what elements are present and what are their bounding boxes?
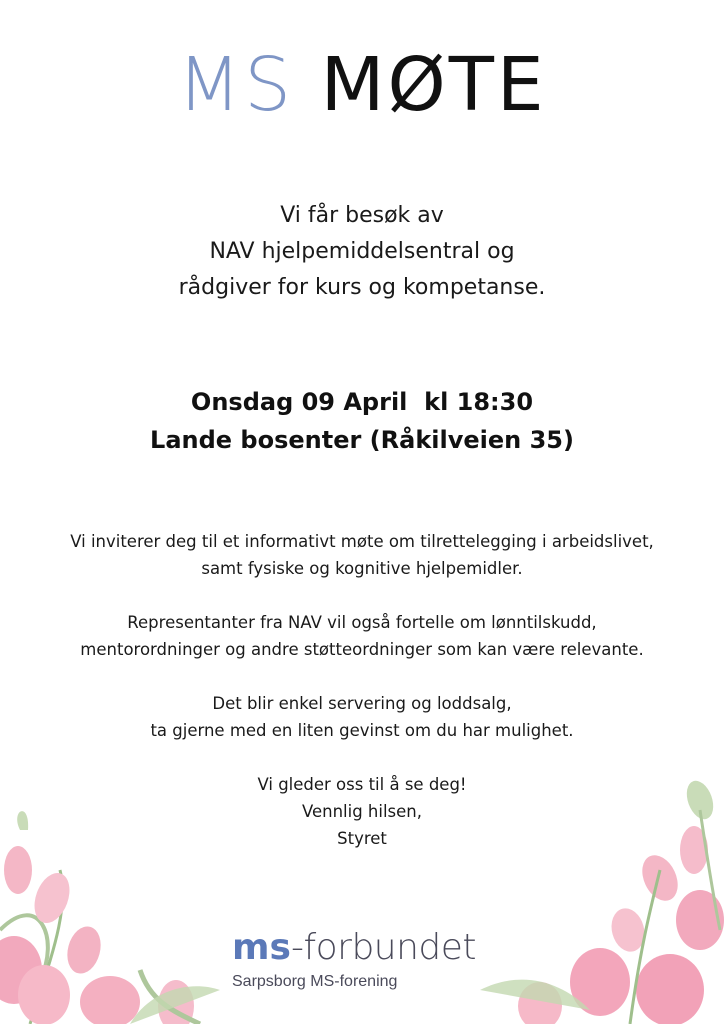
paragraph-line: Representanter fra NAV vil også fortelle om lønntilskudd, xyxy=(127,613,597,632)
ms-forbundet-logo xyxy=(232,928,476,992)
paragraph-line: Vi inviterer deg til et informativt møte om tilrettelegging i arbeidslivet, xyxy=(70,532,654,551)
event-details xyxy=(0,383,724,459)
title-mote: MØTE xyxy=(320,42,547,128)
paragraph-line: ta gjerne med en liten gevinst om du har mulighet. xyxy=(150,721,574,740)
paragraph-line: Det blir enkel servering og loddsalg, xyxy=(212,694,512,713)
paragraph-line: Vennlig hilsen, xyxy=(301,802,423,821)
logo-ms: ms xyxy=(232,927,291,968)
intro-line: rådgiver for kurs og kompetanse. xyxy=(178,275,546,300)
title-ms: MS xyxy=(177,42,295,128)
paragraph-invitation xyxy=(0,528,724,582)
intro-text xyxy=(0,198,724,306)
logo-forbundet: -forbundet xyxy=(290,927,477,968)
paragraph-servering xyxy=(0,690,724,744)
event-date-time: Onsdag 09 April kl 18:30 xyxy=(190,388,534,416)
event-location: Lande bosenter (Råkilveien 35) xyxy=(150,426,574,454)
paragraph-nav xyxy=(0,609,724,663)
signature: Styret xyxy=(337,829,387,848)
intro-line: Vi får besøk av xyxy=(280,203,444,228)
logo-wordmark xyxy=(232,928,476,968)
intro-line: NAV hjelpemiddelsentral og xyxy=(209,239,515,264)
paragraph-line: mentorordninger og andre støtteordninger som kan være relevante. xyxy=(80,640,644,659)
page-title xyxy=(0,40,724,130)
paragraph-line: samt fysiske og kognitive hjelpemidler. xyxy=(201,559,523,578)
paragraph-line: Vi gleder oss til å se deg! xyxy=(257,775,467,794)
right-tulips-icon xyxy=(480,777,724,1024)
logo-subtitle: Sarpsborg MS-forening xyxy=(232,973,398,990)
left-tulips-icon xyxy=(0,811,220,1024)
